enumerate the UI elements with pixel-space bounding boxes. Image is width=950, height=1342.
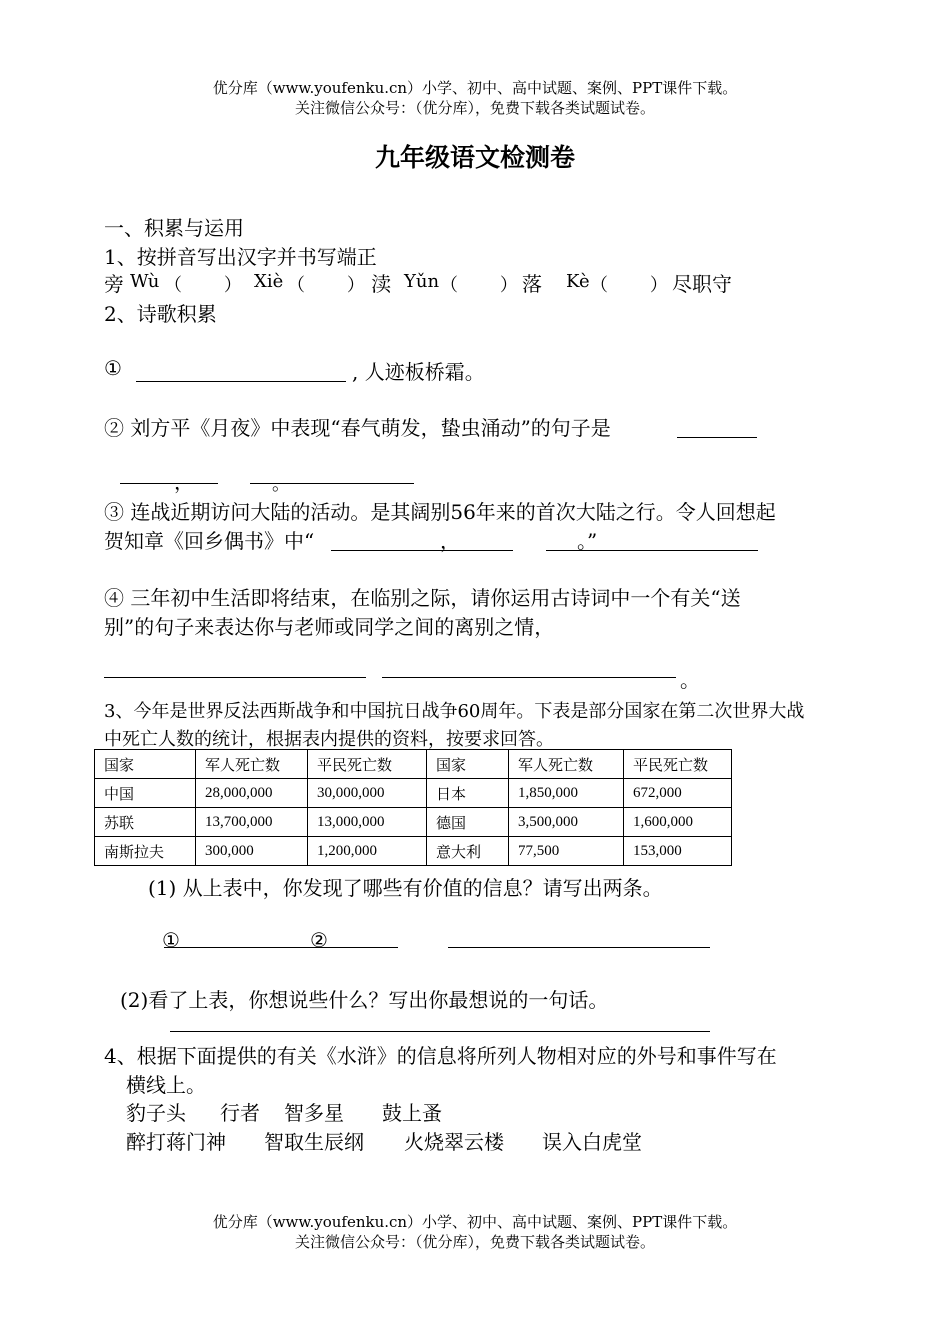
q2-item-4-blank-b[interactable]	[382, 677, 676, 678]
casualty-table	[94, 749, 732, 866]
q3-sub-2-blank[interactable]	[170, 1031, 710, 1032]
q1-item-3-suffix: 落	[522, 272, 542, 296]
table-cell: 13,000,000	[308, 808, 427, 837]
table-row	[95, 837, 732, 866]
q2-item-4-line-1: ④ 三年初中生活即将结束，在临别之际，请你运用古诗词中一个有关“送	[104, 586, 741, 610]
table-cell: 苏联	[95, 808, 196, 837]
q4-nickname: 行者	[220, 1101, 260, 1125]
table-header-cell: 平民死亡数	[624, 750, 732, 779]
q4-event: 醉打蒋门神	[126, 1130, 226, 1154]
footer-line-2: 关注微信公众号：（优分库），免费下载各类试题试卷。	[294, 1233, 655, 1251]
section-heading: 一、积累与运用	[104, 216, 244, 240]
q4-event: 火烧翠云楼	[404, 1130, 504, 1154]
q2-item-3-blank-a[interactable]	[331, 550, 513, 551]
table-cell: 77,500	[509, 837, 624, 866]
q4-nickname: 鼓上蚤	[382, 1101, 442, 1125]
q4-nickname: 豹子头	[126, 1101, 186, 1125]
table-row	[95, 808, 732, 837]
q1-item-2-answer[interactable]: （ ）	[287, 275, 365, 296]
table-row	[95, 779, 732, 808]
q2-item-2-text: ② 刘方平《月夜》中表现“春气萌发，蛰虫涌动”的句子是	[104, 416, 611, 440]
q1-prompt: 1、按拼音写出汉字并书写端正	[104, 245, 377, 269]
table-header-cell: 军人死亡数	[196, 750, 308, 779]
table-header-cell: 国家	[427, 750, 509, 779]
q2-item-3-line-1: ③ 连战近期访问大陆的活动。是其阔别56年来的首次大陆之行。令人回想起	[104, 500, 776, 524]
q1-item-4-suffix: 尽职守	[672, 272, 732, 296]
table-cell: 300,000	[196, 837, 308, 866]
q3-sub-1: (1) 从上表中，你发现了哪些有价值的信息？请写出两条。	[148, 876, 663, 900]
q1-item-4-pinyin: Kè	[566, 271, 590, 292]
q1-item-4-answer[interactable]: （ ）	[590, 275, 668, 296]
q2-item-4-line-2: 别”的句子来表达你与老师或同学之间的离别之情，	[104, 615, 555, 639]
q3-intro-line-1: 3、今年是世界反法西斯战争和中国抗日战争60周年。下表是部分国家在第二次世界大战	[104, 701, 805, 722]
q2-item-2-period: 。	[272, 474, 290, 495]
table-cell: 1,200,000	[308, 837, 427, 866]
q2-item-4-period: 。	[680, 668, 700, 692]
q3-sub-1-blank-1[interactable]	[164, 947, 398, 948]
table-header-cell: 平民死亡数	[308, 750, 427, 779]
table-cell: 1,600,000	[624, 808, 732, 837]
table-header-cell: 军人死亡数	[509, 750, 624, 779]
table-cell: 28,000,000	[196, 779, 308, 808]
q1-item-2-suffix: 渎	[371, 272, 391, 296]
table-cell: 672,000	[624, 779, 732, 808]
q4-event: 智取生辰纲	[264, 1130, 364, 1154]
q2-item-4-blank-a[interactable]	[104, 677, 366, 678]
q4-nickname: 智多星	[284, 1101, 344, 1125]
q3-sub-1-mark-1: ①	[162, 928, 180, 952]
q2-item-3-comma: ，	[440, 529, 460, 553]
q2-item-2-blank-b[interactable]	[120, 483, 218, 484]
q4-line-1: 4、根据下面提供的有关《水浒》的信息将所列人物相对应的外号和事件写在	[104, 1044, 777, 1068]
q2-prompt: 2、诗歌积累	[104, 302, 217, 326]
q1-item-3-pinyin: Yǔn	[404, 271, 440, 292]
table-cell: 1,850,000	[509, 779, 624, 808]
q3-sub-2: (2)看了上表，你想说些什么？写出你最想说的一句话。	[120, 988, 609, 1012]
q4-event: 误入白虎堂	[542, 1130, 642, 1154]
q2-item-1-tail: , 人迹板桥霜。	[352, 360, 485, 384]
q3-intro-line-2: 中死亡人数的统计，根据表内提供的资料，按要求回答。	[104, 729, 554, 750]
q2-item-2-blank-a[interactable]	[677, 437, 757, 438]
table-header-row	[95, 750, 732, 779]
q2-item-2-comma: ，	[174, 470, 194, 494]
table-cell: 日本	[427, 779, 509, 808]
table-cell: 13,700,000	[196, 808, 308, 837]
q3-sub-1-mark-2: ②	[310, 928, 328, 952]
q1-item-3-answer[interactable]: （ ）	[440, 275, 518, 296]
q3-sub-1-blank-2[interactable]	[448, 947, 710, 948]
table-cell: 153,000	[624, 837, 732, 866]
q2-item-3-line-2: 贺知章《回乡偶书》中“	[104, 529, 315, 553]
table-header-cell: 国家	[95, 750, 196, 779]
q2-item-1-blank[interactable]	[136, 381, 346, 382]
q1-item-1-pinyin: Wù	[130, 271, 160, 292]
q4-line-2: 横线上。	[126, 1073, 206, 1097]
q1-item-1-prefix: 旁	[104, 272, 124, 296]
header-line-1: 优分库（www.youfenku.cn）小学、初中、高中试题、案例、PPT课件下载。	[212, 79, 738, 97]
q1-item-1-answer[interactable]: （ ）	[164, 275, 242, 296]
q2-item-1-mark: ①	[104, 356, 122, 380]
table-cell: 德国	[427, 808, 509, 837]
q1-item-2-pinyin: Xiè	[254, 271, 284, 292]
table-cell: 意大利	[427, 837, 509, 866]
table-cell: 中国	[95, 779, 196, 808]
page-title: 九年级语文检测卷	[374, 143, 575, 172]
header-line-2: 关注微信公众号：（优分库），免费下载各类试题试卷。	[294, 99, 655, 117]
table-cell: 南斯拉夫	[95, 837, 196, 866]
footer-line-1: 优分库（www.youfenku.cn）小学、初中、高中试题、案例、PPT课件下载。	[212, 1213, 738, 1231]
q2-item-3-end: 。”	[577, 529, 598, 553]
table-cell: 3,500,000	[509, 808, 624, 837]
table-cell: 30,000,000	[308, 779, 427, 808]
